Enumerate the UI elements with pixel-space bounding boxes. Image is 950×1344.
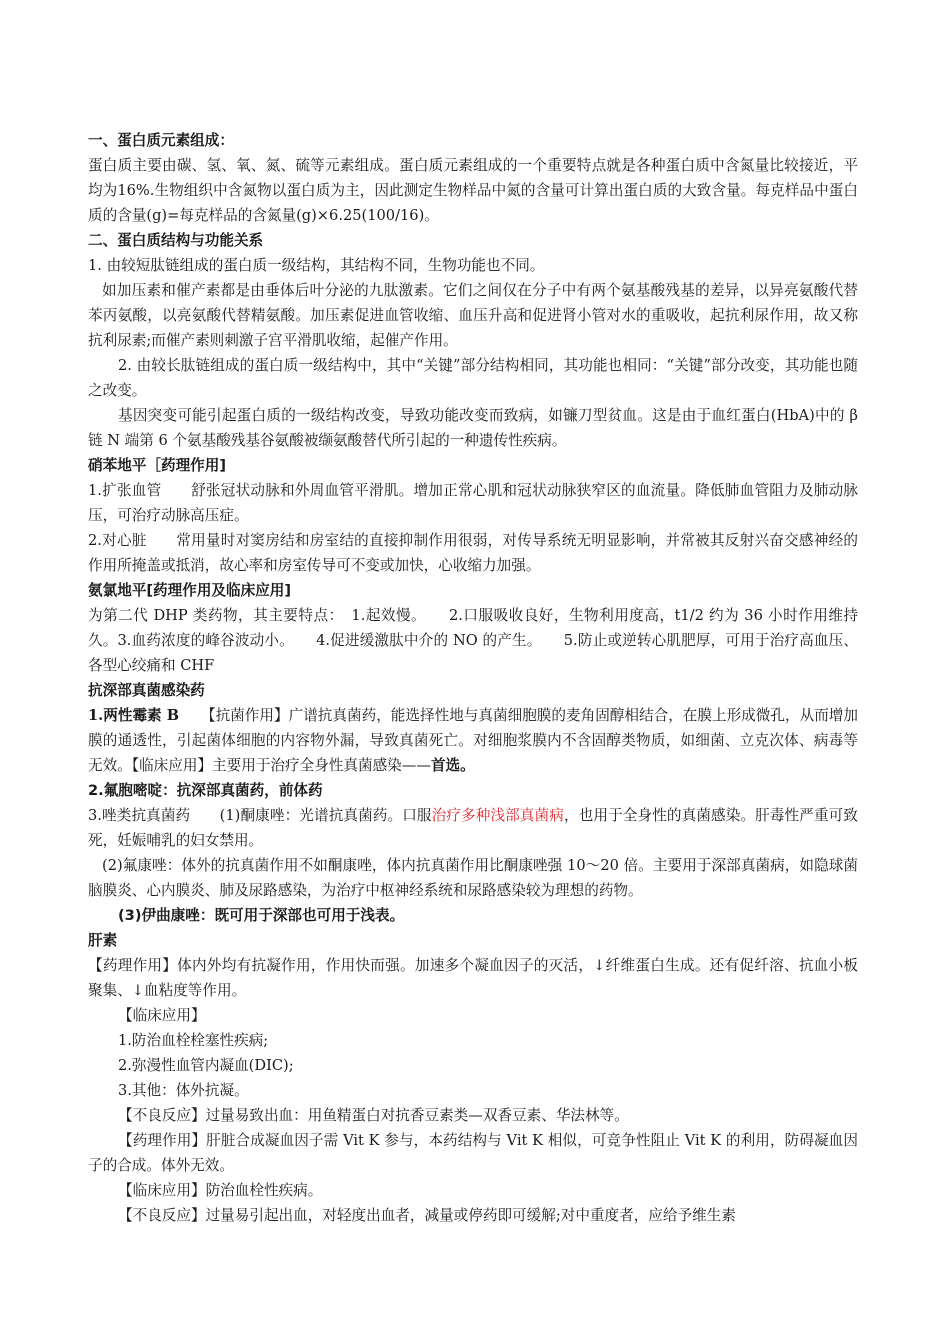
paragraph: 基因突变可能引起蛋白质的一级结构改变，导致功能改变而致病，如镰刀型贫血。这是由于血红蛋白(HbA)中的 β 链 N 端第 6 个氨基酸残基谷氨酸被缬氨酸替代所引起的一种遗传性疾病。 <box>88 407 858 449</box>
bold-line-itraconazole: (3)伊曲康唑：既可用于深部也可用于浅表。 <box>118 907 405 924</box>
list-line: 【不良反应】过量易致出血：用鱼精蛋白对抗香豆素类—双香豆素、华法林等。 <box>118 1107 629 1124</box>
bold-term: 首选。 <box>430 757 475 774</box>
list-line: 【临床应用】 <box>118 1007 206 1024</box>
highlight-red: 治疗多种浅部真菌病 <box>431 807 564 824</box>
list-line: 【不良反应】过量易引起出血，对轻度出血者，减量或停药即可缓解;对中重度者，应给予维生素 <box>118 1207 736 1224</box>
paragraph: 2. 由较长肽链组成的蛋白质一级结构中，其中“关键”部分结构相同，其功能也相同：“关键”部分改变，其功能也随之改变。 <box>88 357 858 399</box>
list-line: 【临床应用】防治血栓性疾病。 <box>118 1182 323 1199</box>
paragraph: 【药理作用】体内外均有抗凝作用，作用快而强。加速多个凝血因子的灭活，↓纤维蛋白生成。还有促纤溶、抗血小板聚集、↓血粘度等作用。 <box>88 957 858 999</box>
paragraph-azoles <box>88 803 858 853</box>
list-line: 2.弥漫性血管内凝血(DIC); <box>118 1057 294 1074</box>
paragraph: 如加压素和催产素都是由垂体后叶分泌的九肽激素。它们之间仅在分子中有两个氨基酸残基的差异，以异亮氨酸代替苯丙氨酸，以亮氨酸代替精氨酸。加压素促进血管收缩、血压升高和促进肾小管对水的重吸收，起抗利尿作用，故又称抗利尿素;而催产素则刺激子宫平滑肌收缩，起催产作用。 <box>88 282 858 349</box>
paragraph: 1.扩张血管 舒张冠状动脉和外周血管平滑肌。增加正常心肌和冠状动脉狭窄区的血流量。降低肺血管阻力及肺动脉压，可治疗动脉高压症。 <box>88 482 858 524</box>
list-line: 1.防治血栓栓塞性疾病; <box>118 1032 269 1049</box>
text: ，也用于全身性的真菌感染。肝毒性严重可致死，妊娠哺乳的妇女禁用。 <box>88 807 858 849</box>
paragraph-amphotericin <box>88 703 858 778</box>
section-title-nifedipine: 硝苯地平［药理作用] <box>88 457 227 474</box>
paragraph: 【药理作用】肝脏合成凝血因子需 Vit K 参与，本药结构与 Vit K 相似，可竞争性阻止 Vit K 的利用，防碍凝血因子的合成。体外无效。 <box>88 1132 858 1174</box>
text: 【抗菌作用】广谱抗真菌药，能选择性地与真菌细胞膜的麦角固醇相结合，在膜上形成微孔，从而增加膜的通透性，引起菌体细胞的内容物外漏，导致真菌死亡。对细胞浆膜内不含固醇类物质，如细菌、立克次体、病毒等无效。【临床应用】主要用于治疗全身性真菌感染—— <box>88 707 858 774</box>
paragraph: 为第二代 DHP 类药物，其主要特点： 1.起效慢。 2.口服吸收良好，生物利用度高，t1/2 约为 36 小时作用维持久。3.血药浓度的峰谷波动小。 4.促进缓激肽中介的 NO 的产生。 5.防止或逆转心肌肥厚，可用于治疗高血压、各型心绞痛和 CHF <box>88 607 858 674</box>
section-title-heparin: 肝素 <box>88 932 118 949</box>
section-title-protein-elements: 一、蛋白质元素组成： <box>88 132 234 149</box>
paragraph: 1. 由较短肽链组成的蛋白质一级结构，其结构不同，生物功能也不同。 <box>88 257 545 274</box>
paragraph: 蛋白质主要由碳、氢、氧、氮、硫等元素组成。蛋白质元素组成的一个重要特点就是各种蛋白质中含氮量比较接近，平均为16%.生物组织中含氮物以蛋白质为主，因此测定生物样品中氮的含量可计算出蛋白质的大致含量。每克样品中蛋白质的含量(g)=每克样品的含氮量(g)×6.25(100/16)。 <box>88 157 858 224</box>
section-title-structure-function: 二、蛋白质结构与功能关系 <box>88 232 264 249</box>
bold-line-flucytosine: 2.氟胞嘧啶：抗深部真菌药，前体药 <box>88 782 323 799</box>
bold-term: 1.两性霉素 B <box>88 707 180 724</box>
text: 3.唑类抗真菌药 (1)酮康唑：光谱抗真菌药。口服 <box>88 807 432 824</box>
section-title-amlodipine: 氨氯地平[药理作用及临床应用] <box>88 582 292 599</box>
paragraph: 2.对心脏 常用量时对窦房结和房室结的直接抑制作用很弱，对传导系统无明显影响，并常被其反射兴奋交感神经的作用所掩盖或抵消，故心率和房室传导可不变或加快，心收缩力加强。 <box>88 532 858 574</box>
section-title-antifungal: 抗深部真菌感染药 <box>88 682 205 699</box>
document-body <box>88 128 858 1228</box>
list-line: 3.其他：体外抗凝。 <box>118 1082 249 1099</box>
paragraph: (2)氟康唑：体外的抗真菌作用不如酮康唑，体内抗真菌作用比酮康唑强 10～20 倍。主要用于深部真菌病，如隐球菌脑膜炎、心内膜炎、肺及尿路感染，为治疗中枢神经系统和尿路感染较为理想的药物。 <box>88 857 858 899</box>
